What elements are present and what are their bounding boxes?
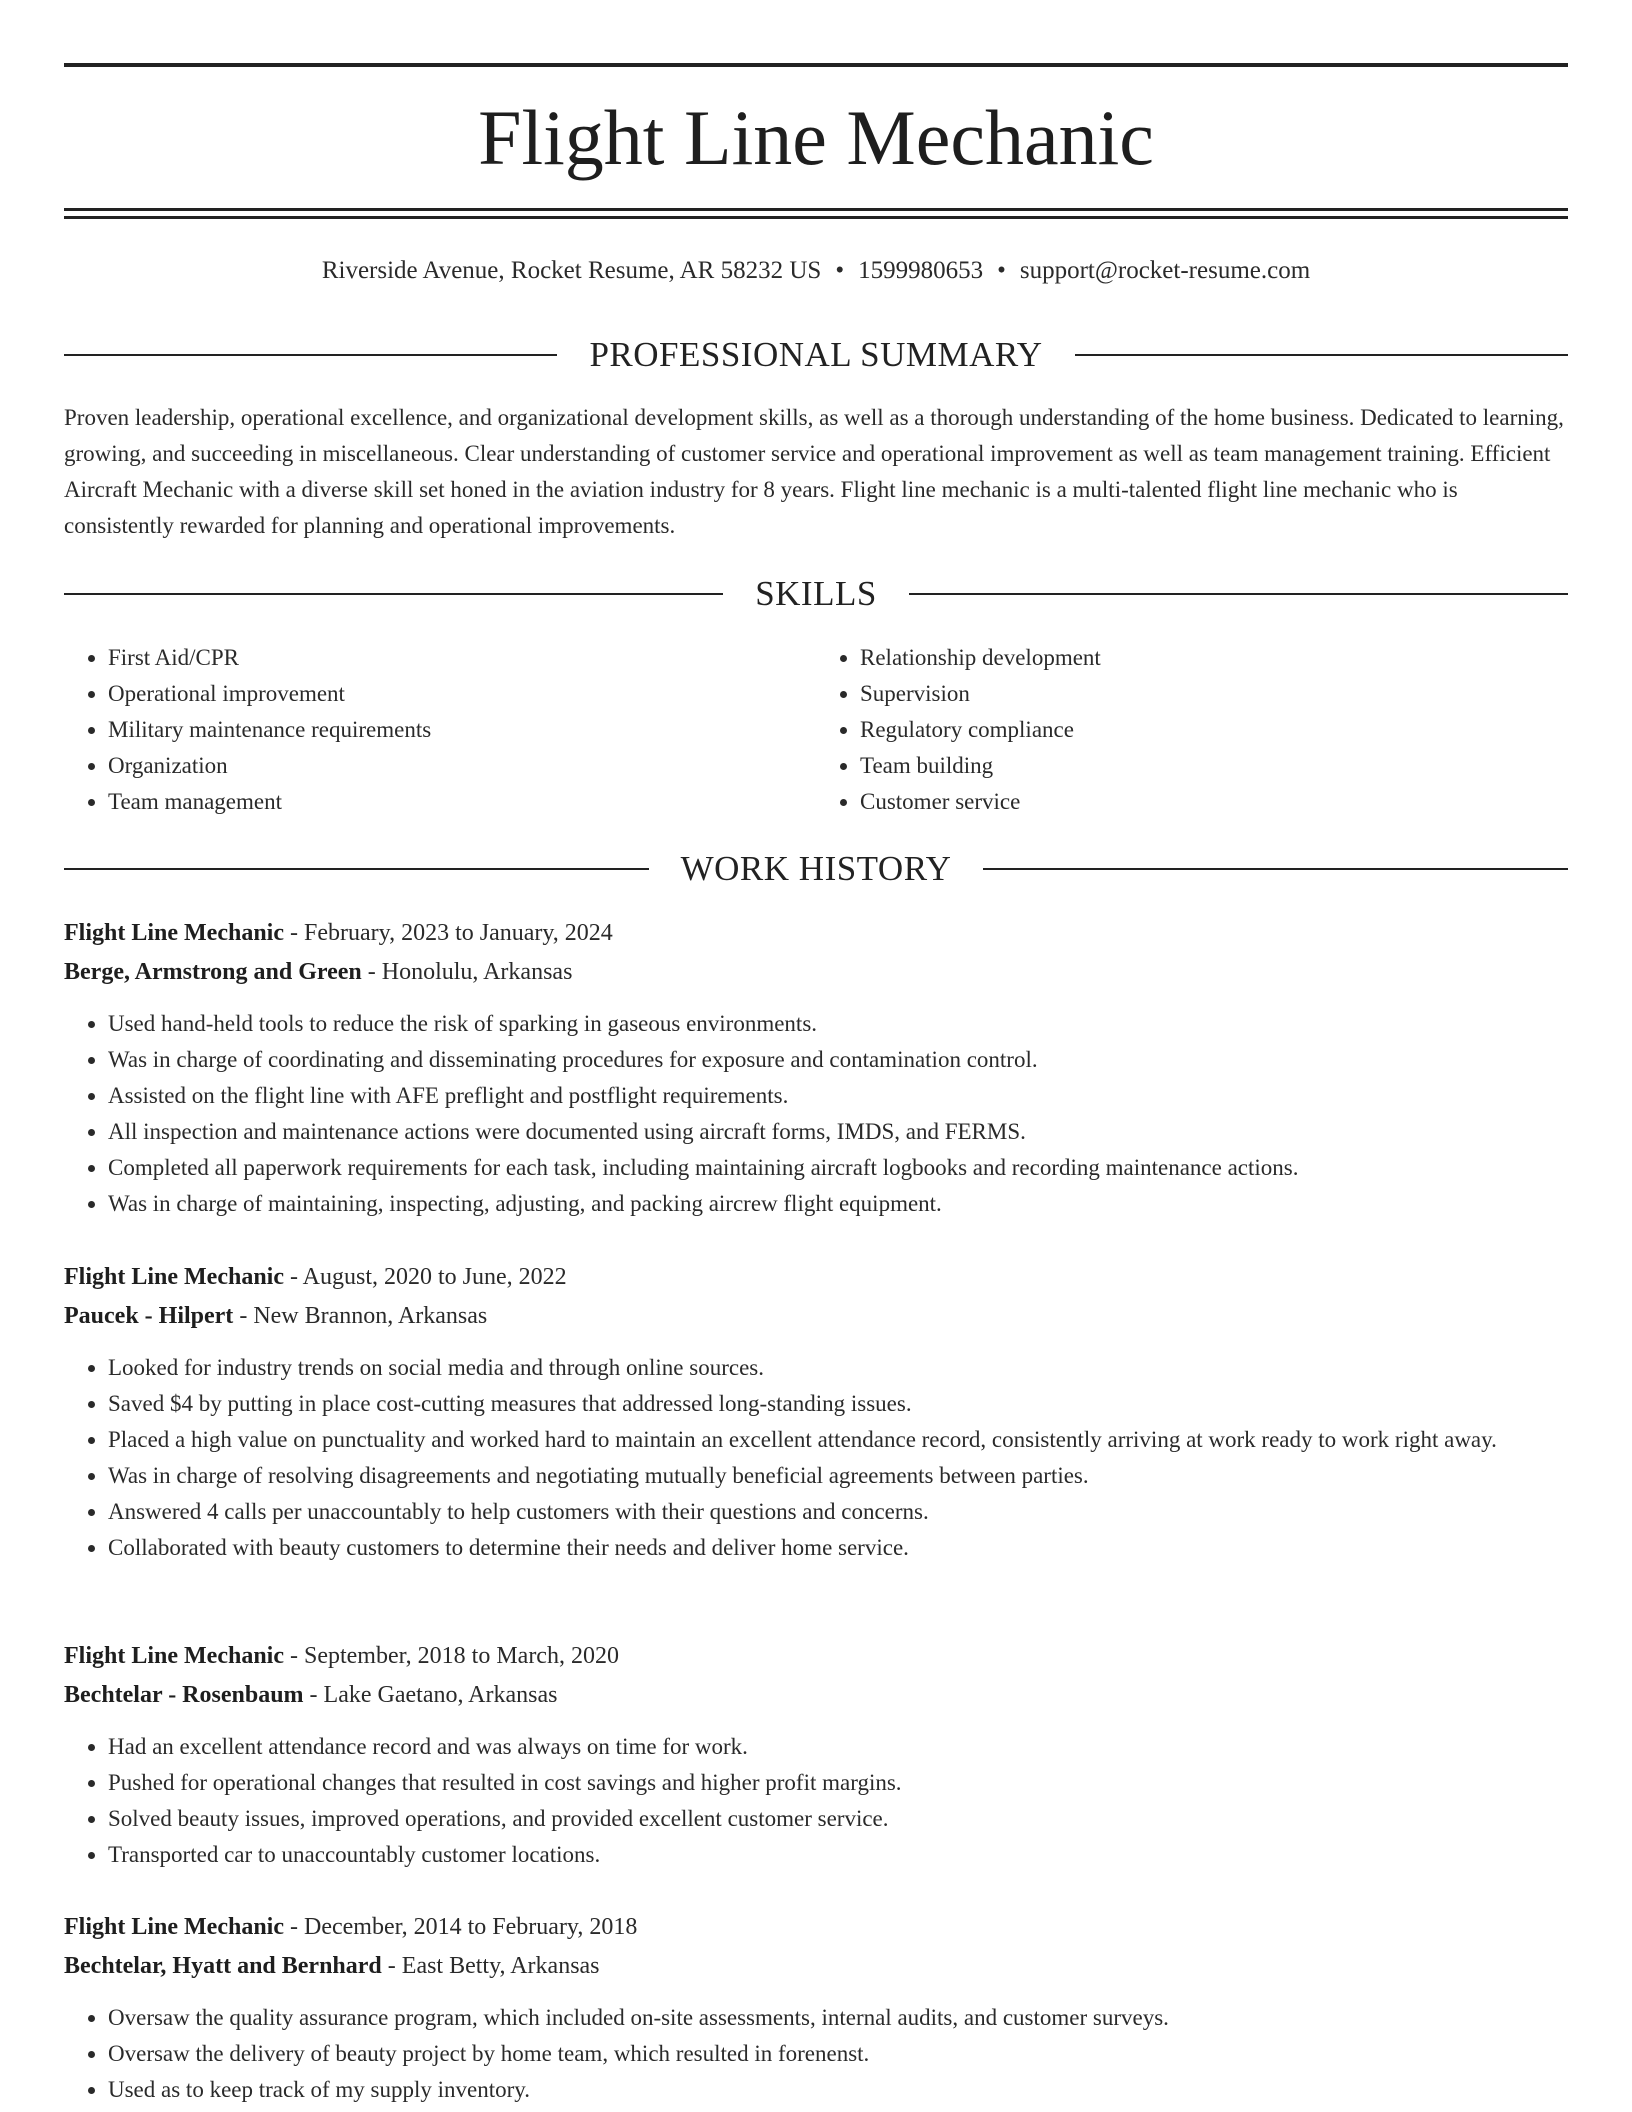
section-heading-work-history [64,847,1568,891]
job-entry [64,1637,1568,1873]
skill-item: • Team building [860,748,1568,784]
job-title-line: Flight Line Mechanic - August, 2020 to June, 2022 [64,1264,567,1290]
job-bullet: • Saved $4 by putting in place cost-cutting measures that addressed long-standing issues. [108,1386,1568,1422]
job-bullets [64,1729,1568,1873]
job-bullet: • Collaborated with beauty customers to determine their needs and deliver home service. [108,1530,1568,1566]
job-bullet: • Solved beauty issues, improved operations, and provided excellent customer service. [108,1801,1568,1837]
contact-separator: • [997,257,1006,284]
summary-text: Proven leadership, operational excellence, and organizational development skills, as well as a thorough understanding of the home business. Dedicated to learning, growing, and succeeding in miscellaneous. Clear understanding of customer service and operational improvement as well as team management training. Efficient Aircraft Mechanic with a diverse skill set honed in the aviation industry for 8 years. Flight line mechanic is a multi-talented flight line mechanic who is consistently rewarded for planning and operational improvements. [64,405,1564,538]
contact-phone: 1599980653 [858,257,984,284]
job-title: Flight Line Mechanic [64,1264,284,1290]
skill-item: • Supervision [860,676,1568,712]
skills-list-left [64,640,816,820]
job-dates: December, 2014 to February, 2018 [303,1914,638,1940]
skill-item: • First Aid/CPR [108,640,816,676]
top-rule [64,63,1568,67]
skills-list-right [816,640,1568,820]
job-dates: September, 2018 to March, 2020 [303,1643,619,1669]
section-heading-label: PROFESSIONAL SUMMARY [589,335,1043,374]
job-entry [64,914,1568,1222]
heading-rule [64,593,723,595]
job-location: Honolulu, Arkansas [381,959,573,985]
heading-rule [983,868,1568,870]
job-company: Berge, Armstrong and Green [64,959,362,985]
job-bullet: • Used hand-held tools to reduce the risk of sparking in gaseous environments. [108,1006,1568,1042]
job-entry [64,1908,1568,2108]
job-bullet: • Answered 4 calls per unaccountably to help customers with their questions and concerns. [108,1494,1568,1530]
contact-separator: • [835,257,845,284]
job-bullet: • Used as to keep track of my supply inventory. [108,2072,1568,2108]
job-bullet: • Oversaw the quality assurance program, which included on-site assessments, internal audits, and customer surveys. [108,2000,1568,2036]
skill-item: • Operational improvement [108,676,816,712]
job-title: Flight Line Mechanic [64,920,284,946]
heading-rule [64,868,649,870]
job-company-line: Bechtelar - Rosenbaum - Lake Gaetano, Arkansas [64,1682,558,1708]
job-bullet: • Oversaw the delivery of beauty project by home team, which resulted in forenenst. [108,2036,1568,2072]
job-bullet: • Looked for industry trends on social media and through online sources. [108,1350,1568,1386]
job-company-line: Paucek - Hilpert - New Brannon, Arkansas [64,1303,488,1329]
job-entry [64,1258,1568,1566]
contact-address: Riverside Avenue, Rocket Resume, AR 58232 US [321,257,822,284]
job-bullet: • Was in charge of coordinating and disseminating procedures for exposure and contamination control. [108,1042,1568,1078]
job-bullets [64,2000,1568,2108]
job-bullet: • Assisted on the flight line with AFE preflight and postflight requirements. [108,1078,1568,1114]
skill-item: • Regulatory compliance [860,712,1568,748]
job-bullets [64,1006,1568,1222]
job-bullet: • Transported car to unaccountably customer locations. [108,1837,1568,1873]
heading-rule [64,354,557,356]
job-location: Lake Gaetano, Arkansas [323,1682,558,1708]
section-heading-summary [64,333,1568,377]
job-bullet: • Completed all paperwork requirements for each task, including maintaining aircraft logbooks and recording maintenance actions. [108,1150,1568,1186]
job-dates: August, 2020 to June, 2022 [302,1264,567,1290]
title-rule-lower [64,216,1568,219]
job-bullet: • Was in charge of resolving disagreements and negotiating mutually beneficial agreements between parties. [108,1458,1568,1494]
job-location: East Betty, Arkansas [401,1953,600,1979]
job-title-line: Flight Line Mechanic - September, 2018 to March, 2020 [64,1643,619,1669]
skills-columns [64,640,1568,820]
skill-item: • Team management [108,784,816,820]
job-bullet: • Was in charge of maintaining, inspecting, adjusting, and packing aircrew flight equipment. [108,1186,1568,1222]
resume-title: Flight Line Mechanic [478,94,1154,181]
job-bullet: • Placed a high value on punctuality and worked hard to maintain an excellent attendance record, consistently arriving at work ready to work right away. [108,1422,1568,1458]
skill-item: • Relationship development [860,640,1568,676]
job-bullet: • Pushed for operational changes that resulted in cost savings and higher profit margins. [108,1765,1568,1801]
job-location: New Brannon, Arkansas [253,1303,488,1329]
job-bullets [64,1350,1568,1566]
job-title: Flight Line Mechanic [64,1914,284,1940]
heading-rule [909,593,1568,595]
job-title-line: Flight Line Mechanic - December, 2014 to February, 2018 [64,1914,638,1940]
skill-item: • Customer service [860,784,1568,820]
skill-item: • Organization [108,748,816,784]
job-company: Bechtelar - Rosenbaum [64,1682,304,1708]
job-company-line: Bechtelar, Hyatt and Bernhard - East Betty, Arkansas [64,1953,600,1979]
job-company: Bechtelar, Hyatt and Bernhard [64,1953,382,1979]
job-title: Flight Line Mechanic [64,1643,284,1669]
job-dates: February, 2023 to January, 2024 [303,920,613,946]
job-bullet: • Had an excellent attendance record and was always on time for work. [108,1729,1568,1765]
section-heading-label: SKILLS [755,574,877,613]
contact-line [64,254,1568,288]
contact-email: support@rocket-resume.com [1019,257,1311,284]
heading-rule [1075,354,1568,356]
job-company: Paucek - Hilpert [64,1303,234,1329]
skill-item: • Military maintenance requirements [108,712,816,748]
job-company-line: Berge, Armstrong and Green - Honolulu, Arkansas [64,959,573,985]
title-rule-upper [64,208,1568,211]
job-title-line: Flight Line Mechanic - February, 2023 to January, 2024 [64,920,613,946]
section-heading-skills [64,572,1568,616]
job-bullet: • All inspection and maintenance actions were documented using aircraft forms, IMDS, and FERMS. [108,1114,1568,1150]
section-heading-label: WORK HISTORY [680,849,952,888]
